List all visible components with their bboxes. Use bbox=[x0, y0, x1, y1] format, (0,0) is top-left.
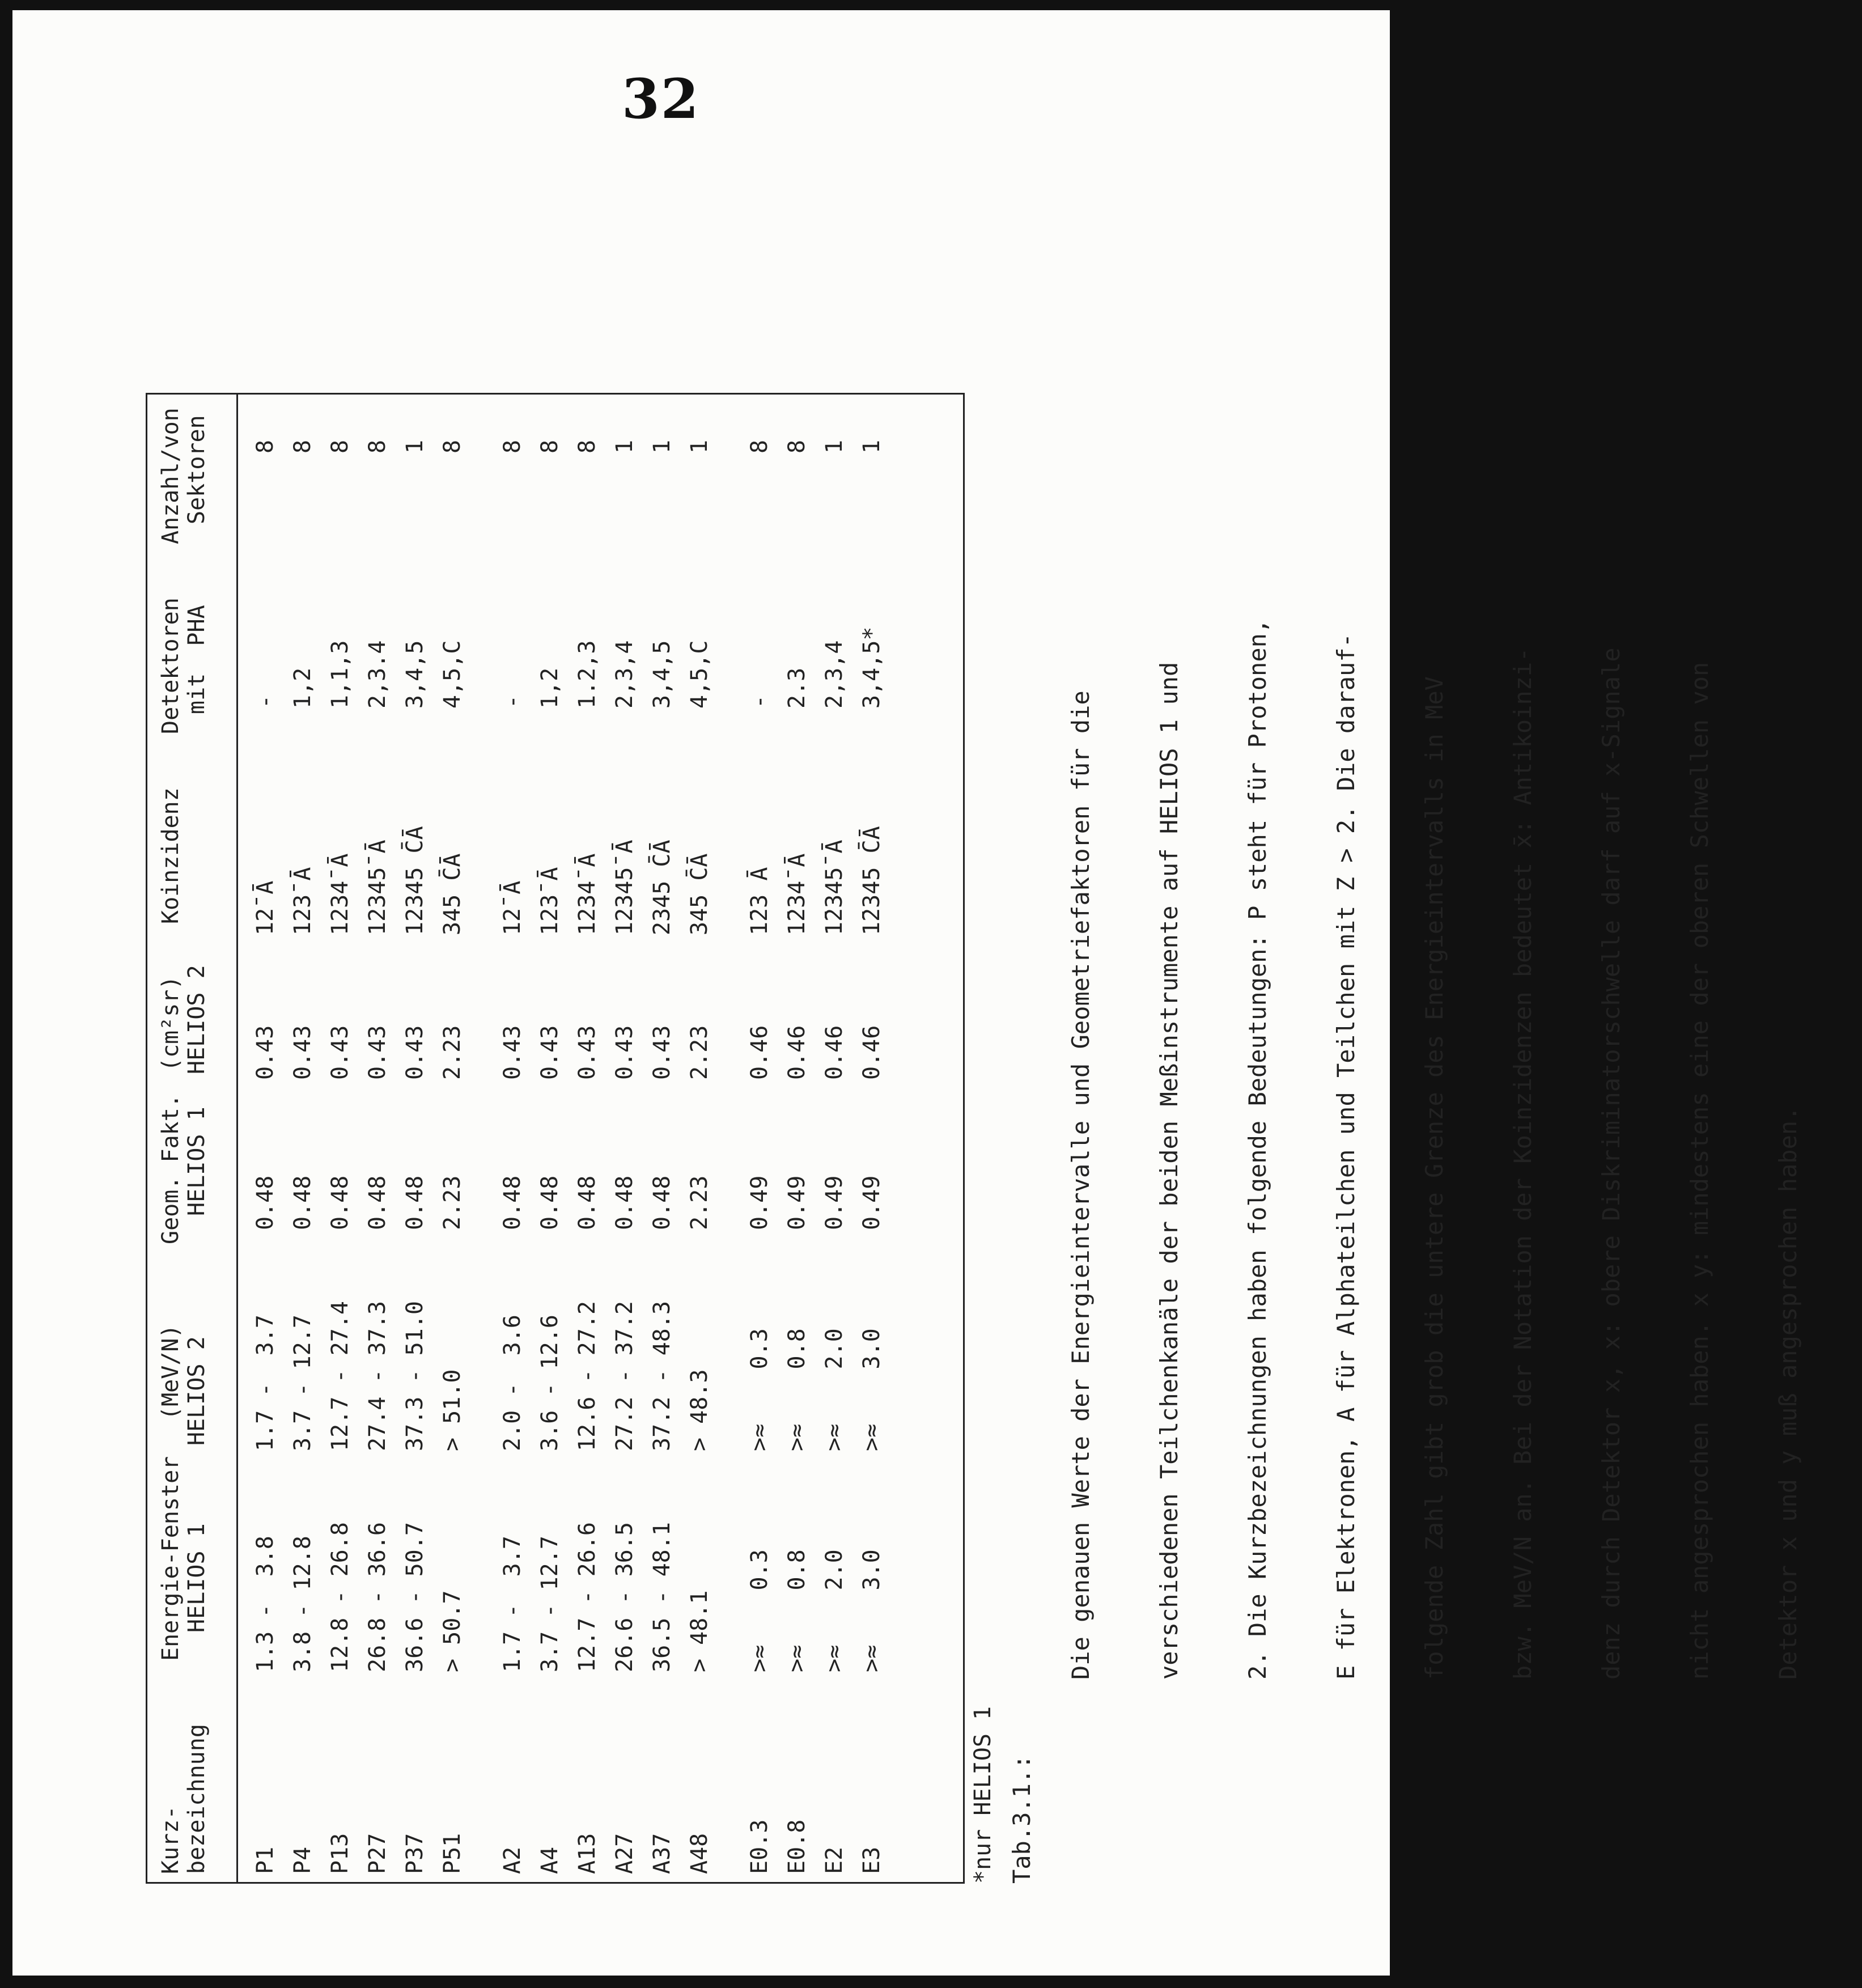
table-cell-e1: 12.7 - 26.6 bbox=[574, 1522, 600, 1672]
table-cell-e2: > 48.3 bbox=[686, 1369, 712, 1451]
table-cell-g2: 0.43 bbox=[402, 1025, 428, 1080]
table-cell-k: 345 C̄Ā bbox=[686, 853, 712, 935]
table-cell-s: 8 bbox=[784, 439, 810, 453]
table-cell-s: 1 bbox=[859, 439, 885, 453]
table-cell-g1: 0.48 bbox=[537, 1175, 563, 1230]
table-cell-k: 12345 C̄Ā bbox=[402, 826, 428, 935]
table-cell-d: 2,3,4 bbox=[612, 640, 638, 709]
scanned-page bbox=[12, 10, 1802, 1976]
table-cell-g2: 0.43 bbox=[290, 1025, 316, 1080]
table-cell-g1: 0.48 bbox=[574, 1175, 600, 1230]
table-cell-d: 3,4,5 bbox=[649, 640, 675, 709]
table-cell-g1: 0.48 bbox=[252, 1175, 278, 1230]
table-cell-g1: 0.48 bbox=[612, 1175, 638, 1230]
table-cell-s: 8 bbox=[327, 439, 353, 453]
table-cell-g2: 0.46 bbox=[747, 1025, 773, 1080]
table-cell-e2: 3.7 - 12.7 bbox=[290, 1315, 316, 1451]
table-cell-e2: >≈ 3.0 bbox=[859, 1328, 885, 1451]
header-anzahl-2: Sektoren bbox=[184, 415, 210, 524]
table-row bbox=[778, 395, 816, 1882]
header-energie2-1: (MeV/N) bbox=[158, 1324, 184, 1420]
table-cell-e1: > 50.7 bbox=[439, 1590, 465, 1672]
table-cell-d: 1,1,3 bbox=[327, 640, 353, 709]
table-cell-e2: 27.2 - 37.2 bbox=[612, 1301, 638, 1451]
table-row bbox=[247, 395, 284, 1882]
table-row bbox=[853, 395, 890, 1882]
table-cell-name: E0.3 bbox=[747, 1819, 773, 1874]
table-cell-e1: 36.6 - 50.7 bbox=[402, 1522, 428, 1672]
table-cell-e1: 36.5 - 48.1 bbox=[649, 1522, 675, 1672]
table-cell-name: A48 bbox=[686, 1833, 712, 1874]
table-cell-d: 4,5,C bbox=[686, 640, 712, 709]
table-cell-s: 1 bbox=[402, 439, 428, 453]
table-cell-name: E3 bbox=[859, 1846, 885, 1874]
table-cell-g2: 0.43 bbox=[499, 1025, 525, 1080]
table-cell-e1: 3.7 - 12.7 bbox=[537, 1536, 563, 1672]
table-cell-name: A27 bbox=[612, 1833, 638, 1874]
table-row bbox=[396, 395, 434, 1882]
table-cell-g2: 0.43 bbox=[612, 1025, 638, 1080]
table-header bbox=[147, 395, 238, 1882]
header-energie1-2: HELIOS 1 bbox=[184, 1523, 210, 1633]
header-kurz-1: Kurz- bbox=[158, 1805, 184, 1874]
table-cell-e1: 1.3 - 3.8 bbox=[252, 1536, 278, 1672]
table-cell-e2: 27.4 - 37.3 bbox=[364, 1301, 391, 1451]
table-cell-s: 8 bbox=[439, 439, 465, 453]
rotated-table-block bbox=[146, 393, 1802, 1901]
table-cell-g1: 0.49 bbox=[821, 1175, 847, 1230]
header-geom2-2: HELIOS 2 bbox=[184, 965, 210, 1074]
table-cell-g2: 0.43 bbox=[574, 1025, 600, 1080]
table-cell-k: 1̄2345 C̄Ā bbox=[859, 826, 885, 935]
footnote: *nur HELIOS 1 bbox=[970, 1706, 996, 1884]
data-table bbox=[146, 393, 965, 1884]
table-cell-e2: 3.6 - 12.6 bbox=[537, 1315, 563, 1451]
table-cell-g1: 0.49 bbox=[859, 1175, 885, 1230]
table-row bbox=[284, 395, 321, 1882]
table-cell-d: - bbox=[499, 694, 525, 709]
table-cell-e1: 1.7 - 3.7 bbox=[499, 1536, 525, 1672]
caption-line: 2. Die Kurzbezeichnungen haben folgende Bedeutungen: P steht für Protonen, bbox=[1244, 618, 1271, 1680]
table-cell-e2: 37.3 - 51.0 bbox=[402, 1301, 428, 1451]
table-cell-name: P27 bbox=[364, 1833, 391, 1874]
table-cell-g2: 0.43 bbox=[649, 1025, 675, 1080]
table-row bbox=[816, 395, 853, 1882]
caption-label: Tab.3.1.: bbox=[1008, 1754, 1036, 1884]
table-cell-name: P1 bbox=[252, 1846, 278, 1874]
table-cell-e1: > 48.1 bbox=[686, 1590, 712, 1672]
caption-line: Die genauen Werte der Energieintervalle und Geometriefaktoren für die bbox=[1067, 690, 1095, 1680]
table-row bbox=[494, 395, 531, 1882]
table-cell-e2: >≈ 2.0 bbox=[821, 1328, 847, 1451]
table-cell-k: 345 C̄Ā bbox=[439, 853, 465, 935]
table-cell-e2: > 51.0 bbox=[439, 1369, 465, 1451]
table-cell-d: 1,2 bbox=[537, 667, 563, 709]
table-row bbox=[531, 395, 569, 1882]
table-cell-g1: 0.48 bbox=[327, 1175, 353, 1230]
table-cell-d: 3,4,5 bbox=[402, 640, 428, 709]
page-number: 32 bbox=[622, 67, 700, 131]
table-cell-name: P51 bbox=[439, 1833, 465, 1874]
table-cell-g1: 0.49 bbox=[747, 1175, 773, 1230]
table-cell-e1: 12.8 - 26.8 bbox=[327, 1522, 353, 1672]
table-cell-g2: 0.46 bbox=[784, 1025, 810, 1080]
table-cell-k: 1234̄ Ā bbox=[327, 853, 353, 935]
header-geom1-2: HELIOS 1 bbox=[184, 1107, 210, 1216]
table-cell-g2: 0.46 bbox=[821, 1025, 847, 1080]
table-cell-name: E0.8 bbox=[784, 1819, 810, 1874]
table-cell-g2: 2.23 bbox=[686, 1025, 712, 1080]
table-cell-g1: 2.23 bbox=[439, 1175, 465, 1230]
table-cell-e1: >≈ 0.8 bbox=[784, 1549, 810, 1672]
table-cell-name: A37 bbox=[649, 1833, 675, 1874]
table-cell-s: 8 bbox=[747, 439, 773, 453]
table-cell-d: 4,5,C bbox=[439, 640, 465, 709]
table-cell-e1: >≈ 0.3 bbox=[747, 1549, 773, 1672]
table-cell-d: 1.2,3 bbox=[574, 640, 600, 709]
table-cell-e2: 2.0 - 3.6 bbox=[499, 1315, 525, 1451]
header-energie1-1: Energie-Fenster bbox=[158, 1456, 184, 1661]
header-geom1-1: Geom. Fakt. bbox=[158, 1094, 184, 1244]
table-cell-name: E2 bbox=[821, 1846, 847, 1874]
table-cell-e2: >≈ 0.8 bbox=[784, 1328, 810, 1451]
table-cell-k: 12345̄ Ā bbox=[612, 840, 638, 935]
table-row bbox=[359, 395, 396, 1882]
table-cell-s: 8 bbox=[499, 439, 525, 453]
caption-line: nicht angesprochen haben. x y: mindestens eine der oberen Schwellen von bbox=[1686, 662, 1713, 1680]
table-cell-g2: 2.23 bbox=[439, 1025, 465, 1080]
table-cell-d: 2,3.4 bbox=[364, 640, 391, 709]
table-cell-s: 1 bbox=[649, 439, 675, 453]
header-kurz-2: bezeichnung bbox=[184, 1724, 210, 1874]
table-cell-k: 12̄ Ā bbox=[252, 880, 278, 935]
header-detektoren-2: mit PHA bbox=[184, 605, 210, 714]
table-cell-k: 12345̄ Ā bbox=[364, 840, 391, 935]
table-cell-k: 123̄ Ā bbox=[290, 867, 316, 935]
table-cell-s: 8 bbox=[537, 439, 563, 453]
table-cell-s: 1 bbox=[686, 439, 712, 453]
caption-text bbox=[1007, 404, 1862, 1680]
caption-line: bzw. MeV/N an. Bei der Notation der Koinzidenzen bedeutet x̄: Antikoinzi- bbox=[1509, 647, 1537, 1680]
table-cell-k: 123̄ Ā bbox=[537, 867, 563, 935]
table-cell-g1: 0.48 bbox=[649, 1175, 675, 1230]
table-cell-g1: 0.49 bbox=[784, 1175, 810, 1230]
caption-line: folgende Zahl gibt grob die untere Grenze des Energieintervalls in MeV bbox=[1420, 676, 1448, 1680]
table-cell-s: 8 bbox=[574, 439, 600, 453]
header-koinzidenz: Koinzidenz bbox=[158, 787, 184, 924]
table-row bbox=[434, 395, 471, 1882]
table-cell-name: P4 bbox=[290, 1846, 316, 1874]
table-cell-s: 1 bbox=[612, 439, 638, 453]
table-cell-g1: 0.48 bbox=[290, 1175, 316, 1230]
table-cell-s: 8 bbox=[290, 439, 316, 453]
table-cell-k: 1̄23 Ā bbox=[747, 867, 773, 935]
table-cell-e2: 12.7 - 27.4 bbox=[327, 1301, 353, 1451]
table-cell-d: - bbox=[252, 694, 278, 709]
table-cell-e2: 37.2 - 48.3 bbox=[649, 1301, 675, 1451]
table-cell-s: 8 bbox=[252, 439, 278, 453]
table-cell-d: 1,2 bbox=[290, 667, 316, 709]
table-cell-k: 1234̄ Ā bbox=[574, 853, 600, 935]
table-cell-g1: 0.48 bbox=[499, 1175, 525, 1230]
table-cell-g1: 2.23 bbox=[686, 1175, 712, 1230]
table-cell-k: 1̄234̄ Ā bbox=[784, 853, 810, 935]
header-geom2-1: (cm²sr) bbox=[158, 976, 184, 1071]
header-detektoren-1: Detektoren bbox=[158, 597, 184, 734]
table-cell-g1: 0.48 bbox=[402, 1175, 428, 1230]
table-cell-g2: 0.43 bbox=[252, 1025, 278, 1080]
table-cell-g2: 0.43 bbox=[537, 1025, 563, 1080]
table-row bbox=[606, 395, 643, 1882]
header-anzahl-1: Anzahl/von bbox=[158, 408, 184, 544]
table-cell-g1: 0.48 bbox=[364, 1175, 391, 1230]
table-cell-s: 1 bbox=[821, 439, 847, 453]
table-cell-name: A4 bbox=[537, 1846, 563, 1874]
table-cell-e2: 1.7 - 3.7 bbox=[252, 1315, 278, 1451]
table-cell-e1: >≈ 3.0 bbox=[859, 1549, 885, 1672]
table-cell-g2: 0.46 bbox=[859, 1025, 885, 1080]
table-cell-d: - bbox=[747, 694, 773, 709]
table-row bbox=[321, 395, 359, 1882]
table-cell-e1: 26.8 - 36.6 bbox=[364, 1522, 391, 1672]
table-cell-name: P37 bbox=[402, 1833, 428, 1874]
table-cell-name: A13 bbox=[574, 1833, 600, 1874]
table-row bbox=[741, 395, 778, 1882]
caption-line: verschiedenen Teilchenkanäle der beiden Meßinstrumente auf HELIOS 1 und bbox=[1155, 662, 1183, 1680]
table-row bbox=[681, 395, 718, 1882]
table-cell-d: 2,3,4 bbox=[821, 640, 847, 709]
header-energie2-2: HELIOS 2 bbox=[184, 1336, 210, 1446]
table-cell-g2: 0.43 bbox=[364, 1025, 391, 1080]
table-cell-e1: 26.6 - 36.5 bbox=[612, 1522, 638, 1672]
caption-line: E für Elektronen, A für Alphateilchen und Teilchen mit Z > 2. Die darauf- bbox=[1332, 633, 1360, 1680]
table-cell-k: 1̄2345̄ Ā bbox=[821, 840, 847, 935]
table-cell-g2: 0.43 bbox=[327, 1025, 353, 1080]
table-cell-k: 2345 C̄Ā bbox=[649, 840, 675, 935]
table-cell-e2: >≈ 0.3 bbox=[747, 1328, 773, 1451]
table-cell-name: A2 bbox=[499, 1846, 525, 1874]
table-cell-name: P13 bbox=[327, 1833, 353, 1874]
caption-line: denz durch Detektor x, x: obere Diskriminatorschwelle darf auf x-Signale bbox=[1597, 647, 1625, 1680]
table-cell-d: 2.3 bbox=[784, 667, 810, 709]
table-cell-e2: 12.6 - 27.2 bbox=[574, 1301, 600, 1451]
table-cell-e1: 3.8 - 12.8 bbox=[290, 1536, 316, 1672]
table-cell-s: 8 bbox=[364, 439, 391, 453]
table-cell-d: 3,4,5* bbox=[859, 626, 885, 709]
table-cell-e1: >≈ 2.0 bbox=[821, 1549, 847, 1672]
table-row bbox=[569, 395, 606, 1882]
caption-line: Detektor x und y muß angesprochen haben. bbox=[1774, 1106, 1802, 1680]
table-row bbox=[643, 395, 681, 1882]
table-cell-k: 12̄ Ā bbox=[499, 880, 525, 935]
